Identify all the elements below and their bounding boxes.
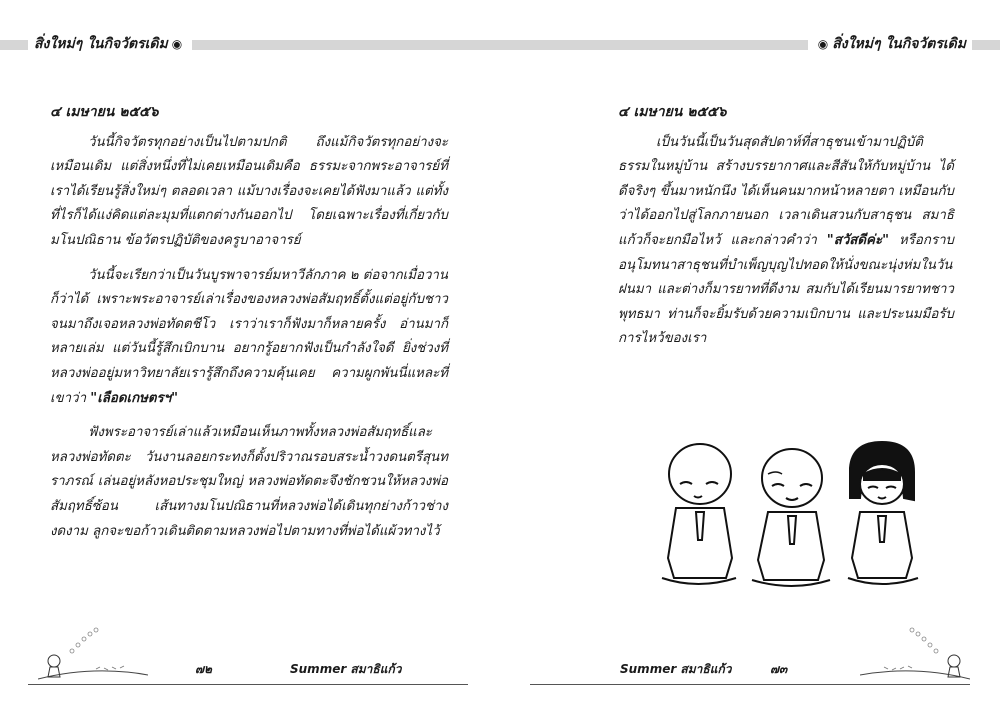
page-number: ๗๒	[195, 662, 212, 676]
paragraph	[50, 264, 448, 412]
footer-illustration-icon	[38, 625, 148, 681]
novice-2	[752, 449, 830, 586]
bold-quote: "เลือดเกษตรฯ"	[90, 390, 179, 406]
paragraph-text: วันนี้จะเรียกว่าเป็นวันบูรพาจารย์มหาวีลักภาค ๒ ต่อจากเมื่อวานก็ว่าได้ เพราะพระอาจารย์เล่าเรื่องของหลวงพ่อสัมฤทธิ์ตั้งแต่อยู่กับชาวจนมาถึงเจอหลวงพ่อทัดตชีโว เราว่าเราก็ฟังมาก็หลายครั้ง อ่านมาก็หลายเล่ม แต่วันนี้รู้สึกเบิกบาน อยากรู้อยากฟังเป็นกำลังใจดี ยิ่งช่วงที่หลวงพ่ออยู่มหาวิทยาลัยเรารู้สึกถึงความคุ้นเคย ความผูกพันนี่แหละที่เขาว่า	[50, 267, 448, 406]
paragraph-text: หรือกราบอนุโมทนาสาธุชนที่บำเพ็ญบุญไปทอดให้นั่งขณะนุ่งห่มในวันฝนมา และต่างก็มารยาทที่ดีงาม สมกับได้เรียนมารยาทชาวพุทธมา ท่านก็จะยิ้มรับด้วยความเบิกบาน และประนมมือรับการไหว้ของเรา	[618, 232, 954, 347]
entry-date: ๔ เมษายน ๒๕๕๖	[618, 104, 727, 120]
paragraph: ฟังพระอาจารย์เล่าแล้วเหมือนเห็นภาพทั้งหลวงพ่อสัมฤทธิ์และหลวงพ่อทัดตะ วันงานลอยกระทงก็ตั้งปริวาณรอบสระน้ำวงดนตรีสุนทราภรณ์ เล่นอยู่หลังหอประชุมใหญ่ หลวงพ่อทัดตะจึงชักชวนให้หลวงพ่อสัมฤทธิ์ซ้อน เส้นทางมโนปณิธานที่หลวงพ่อได้เดินทุกย่างก้าวช่างงดงาม ลูกจะขอก้าวเดินติดตามหลวงพ่อไปตามทางที่พ่อได้แผ้วทางไว้	[50, 425, 448, 539]
girl	[848, 442, 918, 584]
footer-line	[530, 684, 970, 685]
paragraph: วันนี้กิจวัตรทุกอย่างเป็นไปตามปกติ ถึงแม้กิจวัตรทุกอย่างจะเหมือนเดิม แต่สิ่งหนึ่งที่ไม่เคยเหมือนเดิมคือ ธรรมะจากพระอาจารย์ที่เราได้เรียนรู้สิ่งใหม่ๆ ตลอดเวลา แม้บางเรื่องจะเคยได้ฟังมาแล้ว แต่ทั้งที่ไรก็ได้แง่คิดแต่ละมุมที่แตกต่างกันออกไป โดยเฉพาะเรื่องที่เกี่ยวกับมโนปณิธาน ข้อวัตรปฏิบัติของครูบาอาจารย์	[50, 134, 448, 248]
footer-author: Summer สมาธิแก้ว	[290, 662, 402, 676]
footer-line	[28, 684, 468, 685]
bullet-icon: ◉	[817, 37, 829, 51]
header-title-text: สิ่งใหม่ๆ ในกิจวัตรเดิม	[34, 36, 168, 52]
right-content	[618, 100, 954, 362]
bullet-icon: ◉	[171, 37, 183, 51]
entry-date: ๔ เมษายน ๒๕๕๖	[50, 104, 159, 120]
left-header-title	[28, 33, 192, 55]
right-page	[500, 0, 1000, 707]
header-title-text: สิ่งใหม่ๆ ในกิจวัตรเดิม	[832, 36, 966, 52]
right-header-title	[808, 33, 972, 55]
bold-greeting: "สวัสดีค่ะ"	[826, 232, 890, 248]
footer-author: Summer สมาธิแก้ว	[620, 662, 732, 676]
footer-illustration-icon	[860, 625, 970, 681]
praying-children-illustration	[652, 440, 932, 600]
paragraph	[618, 131, 954, 352]
page-number: ๗๓	[770, 662, 788, 676]
left-content	[50, 100, 448, 554]
paragraph-text: เป็นวันนี้เป็นวันสุดสัปดาห์ที่สาธุชนเข้ามาปฏิบัติธรรมในหมู่บ้าน สร้างบรรยากาศและสีสันให้กับหมู่บ้าน ได้ดีจริงๆ ขึ้นมาหนักนึง ได้เห็นคนมากหน้าหลายตา เหมือนกับว่าได้ออกไปสู่โลกภายนอก เวลาเดินสวนกับสาธุชน สมาธิแก้วก็จะยกมือไหว้ และกล่าวคำว่า	[618, 134, 954, 248]
novice-1	[662, 444, 736, 584]
